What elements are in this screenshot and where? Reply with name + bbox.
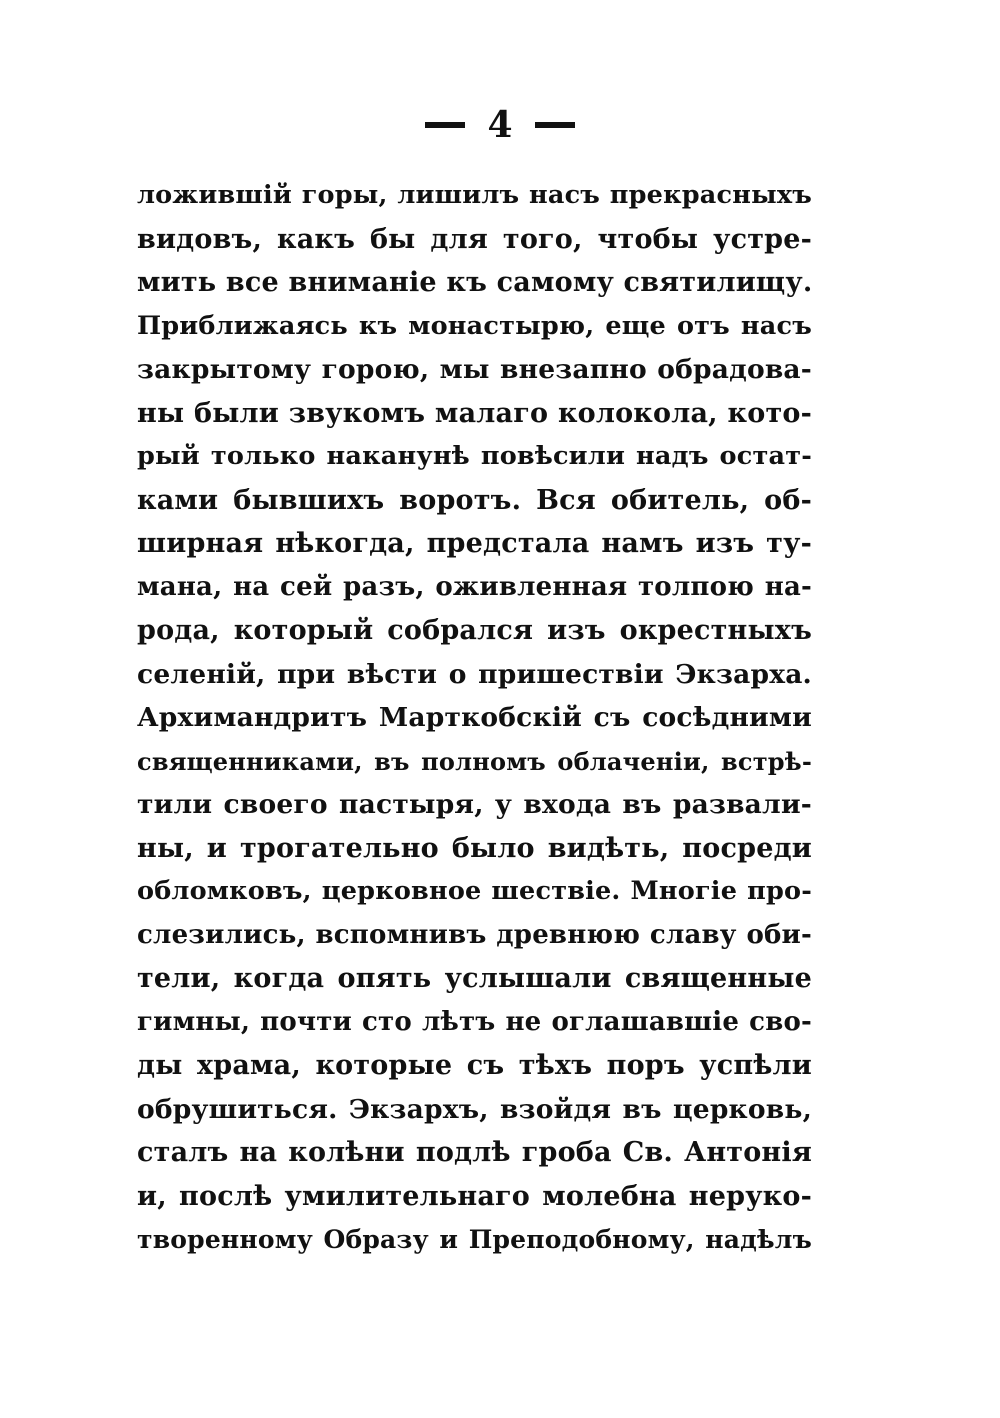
right-dash — [535, 122, 575, 128]
text-line: обрушиться. Экзархъ, взойдя въ церковь, — [137, 1093, 812, 1125]
text-line: ками бывшихъ воротъ. Вся обитель, об- — [137, 484, 812, 516]
text-line: видовъ, какъ бы для того, чтобы устре- — [137, 223, 812, 255]
text-line: ложившiй горы, лишилъ насъ прекрасныхъ — [137, 180, 812, 210]
text-line: рый только наканунѣ повѣсили надъ остат- — [137, 441, 812, 471]
text-line: рода, который собрался изъ окрестныхъ — [137, 615, 812, 646]
text-line: обломковъ, церковное шествiе. Многiе про- — [137, 876, 812, 906]
text-line: тили своего пастыря, у входа въ развали- — [137, 789, 812, 820]
body-text — [137, 174, 812, 1262]
page-header — [0, 100, 1000, 150]
text-line: творенному Образу и Преподобному, надѣлъ — [137, 1225, 812, 1254]
text-line: ширная нѣкогда, предстала намъ изъ ту- — [137, 528, 812, 559]
text-line: священниками, въ полномъ облаченiи, встрѣ- — [137, 746, 812, 776]
text-line: ны были звукомъ малаго колокола, кото- — [137, 397, 812, 429]
text-line: мана, на сей разъ, оживленная толпою на- — [137, 571, 812, 602]
text-line: слезились, вспомнивъ древнюю славу оби- — [137, 919, 812, 950]
text-line: мить все вниманiе къ самому святилищу. — [137, 267, 812, 298]
text-line: Приближаясь къ монастырю, еще отъ насъ — [137, 310, 812, 341]
text-line: сталъ на колѣни подлѣ гроба Св. Антонiя — [137, 1137, 812, 1168]
text-line: тели, когда опять услышали священные — [137, 963, 812, 994]
page-number: 4 — [487, 104, 513, 146]
left-dash — [425, 122, 465, 128]
text-line: Архимандритъ Марткобскiй съ сосѣдними — [137, 702, 812, 733]
text-line: селенiй, при вѣсти о пришествiи Экзарха. — [137, 658, 812, 690]
text-line: и, послѣ умилительнаго молебна неруко- — [137, 1180, 812, 1212]
text-line: ды храма, которые съ тѣхъ поръ успѣли — [137, 1050, 812, 1081]
text-line: закрытому горою, мы внезапно обрадова- — [137, 354, 812, 385]
text-line: гимны, почти сто лѣтъ не оглашавшiе сво- — [137, 1006, 812, 1037]
text-line: ны, и трогательно было видѣть, посреди — [137, 832, 812, 864]
